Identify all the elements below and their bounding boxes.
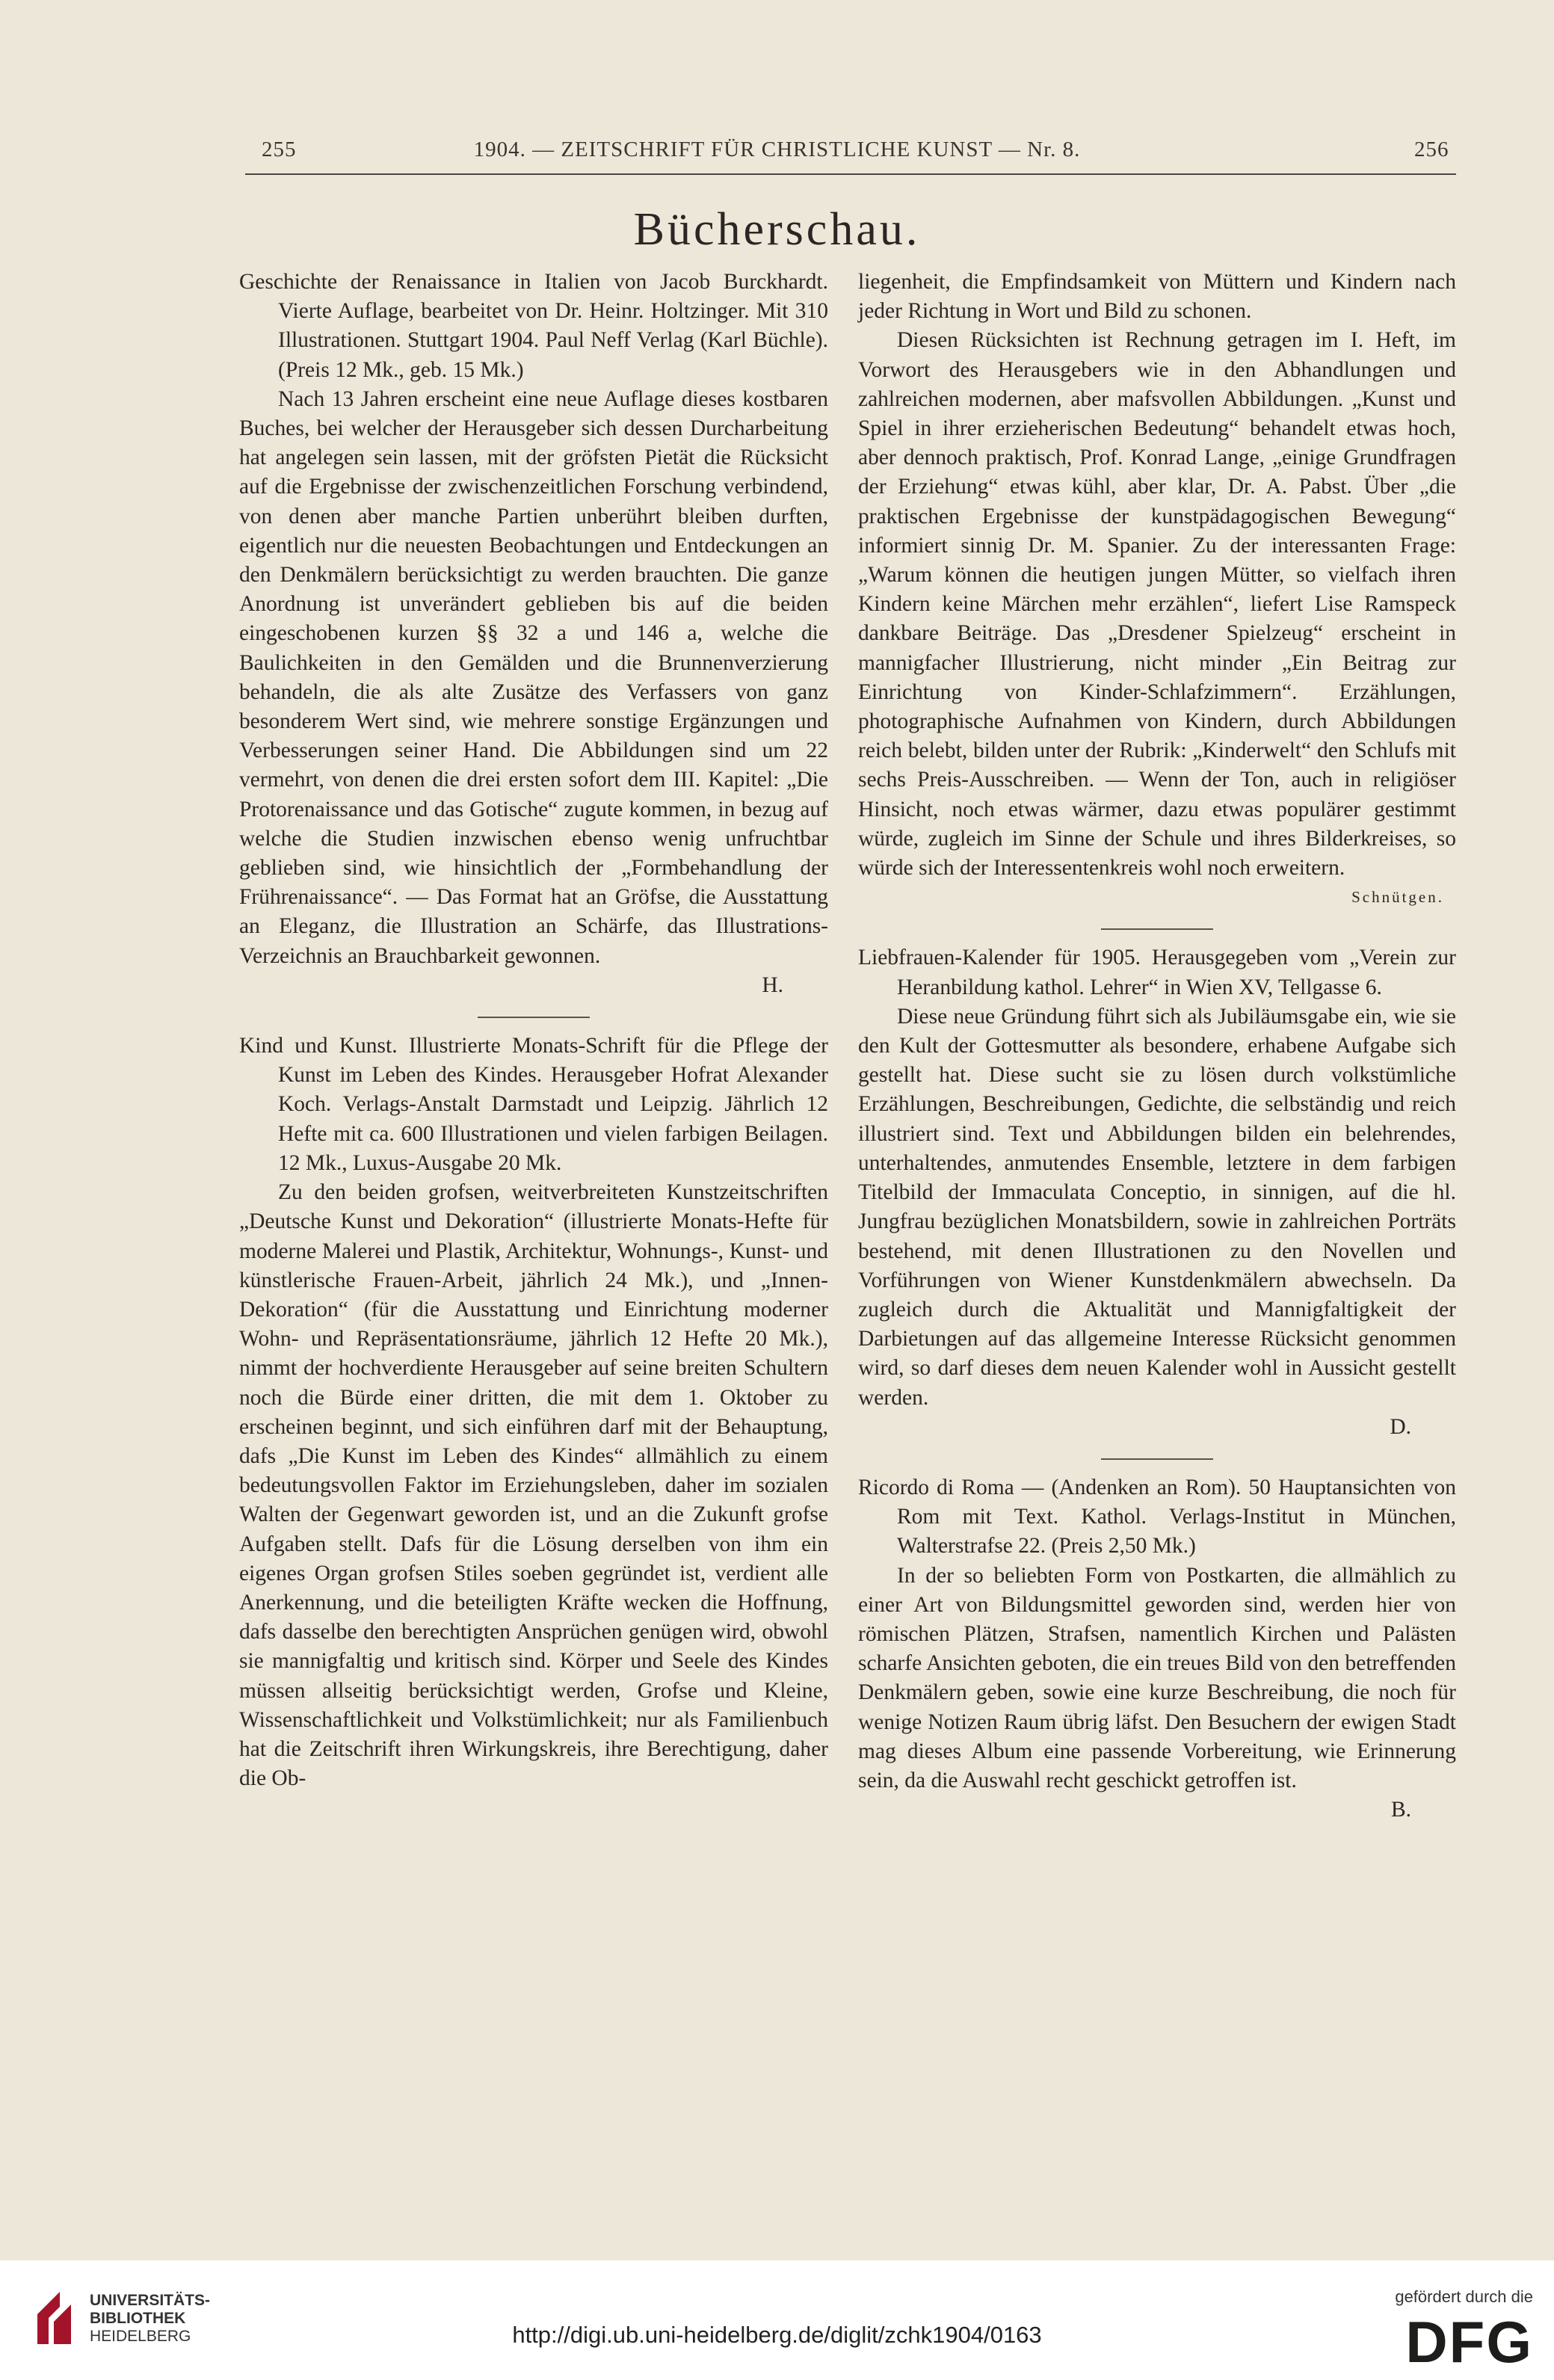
digitization-footer: [0, 2260, 1554, 2380]
dfg-logo: DFG: [1405, 2309, 1533, 2375]
review-signature-b: B.: [1390, 1798, 1411, 1822]
review-body-kind-und-kunst: Zu den beiden grofsen, weitverbreiteten Kunstzeitschriften „Deutsche Kunst und Dekoration“ (illustrierte Monats-Hefte für moderne Malerei und Plastik, Architektur, Wohnungs-, Kunst- und künstlerische Frauen-Arbeit, jährlich 24 Mk.), und „Innen-Dekoration“ (für die Ausstattung und Einrichtung moderner Wohn- und Repräsentationsräume, jährlich 12 Hefte 20 Mk.), nimmt der hochverdiente Herausgeber auf seine breiten Schultern noch die Bürde einer dritten, die mit dem 1. Oktober zu erscheinen beginnt, und sich einführen darf mit der Behauptung, dafs „Die Kunst im Leben des Kindes“ allmählich zu einem bedeutungsvollen Faktor im Erziehungsleben, daher im sozialen Walten der Gegenwart geworden ist, und an die Zukunft grofse Aufgaben stellt. Dafs für die Lösung derselben von ihm ein eigenes Organ grofsen Stiles soeben gegründet ist, verdient alle Anerkennung, und die beteiligten Kräfte wecken die Hoffnung, dafs dasselbe den berechtigten Ansprüchen genügen wird, obwohl sie mannigfaltig und kritisch sind. Körper und Seele des Kindes müssen allseitig berücksichtigt werden, Grofse und Kleine, Wissenschaftlichkeit und Volkstümlichkeit; nur als Familienbuch hat die Zeitschrift ihren Wirkungskreis, ihre Berechtigung, daher die Ob-: [239, 1180, 828, 1791]
review-body-liebfrauen-kalender: Diese neue Gründung führt sich als Jubiläumsgabe ein, wie sie den Kult der Gottesmutter als besondere, erhabene Aufgabe sich gestellt hat. Diese sucht sie zu lösen durch volkstümliche Erzählungen, Beschreibungen, Gedichte, die selbständig und reich illustriert sind. Text und Abbildungen bilden ein belehrendes, unterhaltendes, anmutendes Ensemble, letztere in dem farbigen Titelbild der Immaculata Conceptio, in sinnigen, auf die hl. Jungfrau bezüglichen Monatsbildern, sowie in zahlreichen Porträts bestehend, mit denen Illustrationen zu den Novellen und Vorführungen von Wiener Kunstdenkmälern abwechseln. Da zugleich durch die Aktualität und Mannigfaltigkeit der Darbietungen auf das allgemeine Interesse Rücksicht genommen wird, so darf dieses dem neuen Kalender wohl in Aussicht gestellt werden.: [858, 1004, 1456, 1410]
review-heading-renaissance: Geschichte der Renaissance in Italien von Jacob Burckhardt. Vierte Auflage, bearbeitet von Dr. Heinr. Holtzinger. Mit 310 Illustrationen. Stuttgart 1904. Paul Neff Verlag (Karl Büchle). (Preis 12 Mk., geb. 15 Mk.): [239, 270, 828, 382]
library-name: UNIVERSITÄTS- BIBLIOTHEK HEIDELBERG: [90, 2292, 211, 2345]
review-body-renaissance: Nach 13 Jahren erscheint eine neue Auflage dieses kostbaren Buches, bei welcher der Herausgeber sich dessen Durcharbeitung hat angelegen sein lassen, mit der gröfsten Pietät die Rücksicht auf die Ergebnisse der zwischenzeitlichen Forschung verbindend, von denen aber manche Partien unberührt bleiben durften, eigentlich nur die neuesten Beobachtungen und Entdeckungen an den Denkmälern berücksichtigt zu werden brauchten. Die ganze Anordnung ist unverändert geblieben bis auf die beiden eingeschobenen kurzen §§ 32 a und 146 a, welche die Baulichkeiten in den Gemälden und die Brunnenverzierung behandeln, die als alte Zusätze des Verfassers von ganz besonderem Wert sind, wie mehrere sonstige Ergänzungen und Verbesserungen seiner Hand. Die Abbildungen sind um 22 vermehrt, von denen die drei ersten sofort dem III. Kapitel: „Die Protorenaissance und das Gotische“ zugute kommen, in bezug auf welche die Studien inzwischen ebenso wenig unfruchtbar geblieben sind, wie hinsichtlich der „Formbehandlung der Frührenaissance“. — Das Format hat an Gröfse, die Ausstattung an Eleganz, die Illustration an Schärfe, das Illustrations-Verzeichnis an Brauchbarkeit gewonnen.: [239, 386, 828, 968]
section-divider: [1101, 928, 1213, 930]
left-column: [239, 268, 828, 1793]
review-heading-liebfrauen-kalender: Liebfrauen-Kalender für 1905. Herausgegeben vom „Verein zur Heranbildung kathol. Lehrer“ in Wien XV, Tellgasse 6.: [858, 946, 1456, 999]
review-heading-ricordo-di-roma: Ricordo di Roma — (Andenken an Rom). 50 Hauptansichten von Rom mit Text. Kathol. Verlags-Institut in München, Walterstrafse 22. (Preis 2,50 Mk.): [858, 1475, 1456, 1559]
funded-by-label: gefördert durch die: [1395, 2287, 1533, 2306]
running-title: 1904. — ZEITSCHRIFT FÜR CHRISTLICHE KUNST — Nr. 8.: [473, 138, 1081, 161]
review-signature-h: H.: [762, 972, 783, 997]
section-divider: [478, 1017, 590, 1018]
review-signature-d: D.: [1390, 1414, 1411, 1439]
review-body-kind-und-kunst-cont: Diesen Rücksichten ist Rechnung getragen im I. Heft, im Vorwort des Herausgebers wie in den Abhandlungen und zahlreichen modernen, aber mafsvollen Abbildungen. „Kunst und Spiel in ihrer erzieherischen Bedeutung“ behandelt etwas hoch, aber dennoch praktisch, Prof. Konrad Lange, „einige Grundfragen der Erziehung“ etwas kühl, aber klar, Dr. A. Pabst. Über „die praktischen Ergebnisse der kunstpädagogischen Bewegung“ informiert sinnig Dr. M. Spanier. Zu der interessanten Frage: „Warum können die heutigen jungen Mütter, so vielfach ihren Kindern keine Märchen mehr erzählen“, liefert Lise Ramspeck dankbare Beiträge. Das „Dresdener Spielzeug“ erscheint in mannigfacher Illustrierung, nicht minder „Ein Beitrag zur Einrichtung von Kinder-Schlafzimmern“. Erzählungen, photographische Aufnahmen von Kindern, durch Abbildungen reich belebt, bilden unter der Rubrik: „Kinderwelt“ den Schlufs mit sechs Preis-Ausschreiben. — Wenn der Ton, auch in religiöser Hinsicht, noch etwas wärmer, dazu etwas populärer gestimmt würde, zugleich im Sinne der Schule und ihres Bilderkreises, so würde sich der Interessentenkreis wohl noch erweitern.: [858, 328, 1456, 881]
left-page-number: 255: [262, 138, 297, 161]
right-page-number: 256: [1414, 138, 1449, 161]
header-rule: [245, 173, 1456, 175]
permalink[interactable]: http://digi.ub.uni-heidelberg.de/diglit/zchk1904/0163: [512, 2322, 1042, 2348]
section-divider: [1101, 1458, 1213, 1460]
right-column: [858, 268, 1456, 1825]
review-signature-schnuetgen: Schnütgen.: [1351, 888, 1444, 907]
review-continuation: liegenheit, die Empfindsamkeit von Müttern und Kindern nach jeder Richtung in Wort und Bild zu schonen.: [858, 270, 1456, 324]
review-body-ricordo-di-roma: In der so beliebten Form von Postkarten, die allmählich zu einer Art von Bildungsmittel geworden sind, werden hier von römischen Plätzen, Strafsen, namentlich Kirchen und Palästen scharfe Ansichten geboten, die ein treues Bild von den betreffenden Denkmälern geben, sowie eine kurze Beschreibung, die noch für wenige Notizen Raum übrig läfst. Den Besuchern der ewigen Stadt mag dieses Album eine passende Vorbereitung, wie Erinnerung sein, da die Auswahl recht geschickt getroffen ist.: [858, 1563, 1456, 1792]
review-heading-kind-und-kunst: Kind und Kunst. Illustrierte Monats-Schrift für die Pflege der Kunst im Leben des Kindes. Herausgeber Hofrat Alexander Koch. Verlags-Anstalt Darmstadt und Leipzig. Jährlich 12 Hefte mit ca. 600 Illustrationen und vielen farbigen Beilagen. 12 Mk., Luxus-Ausgabe 20 Mk.: [239, 1034, 828, 1175]
page-title: Bücherschau.: [633, 204, 921, 255]
